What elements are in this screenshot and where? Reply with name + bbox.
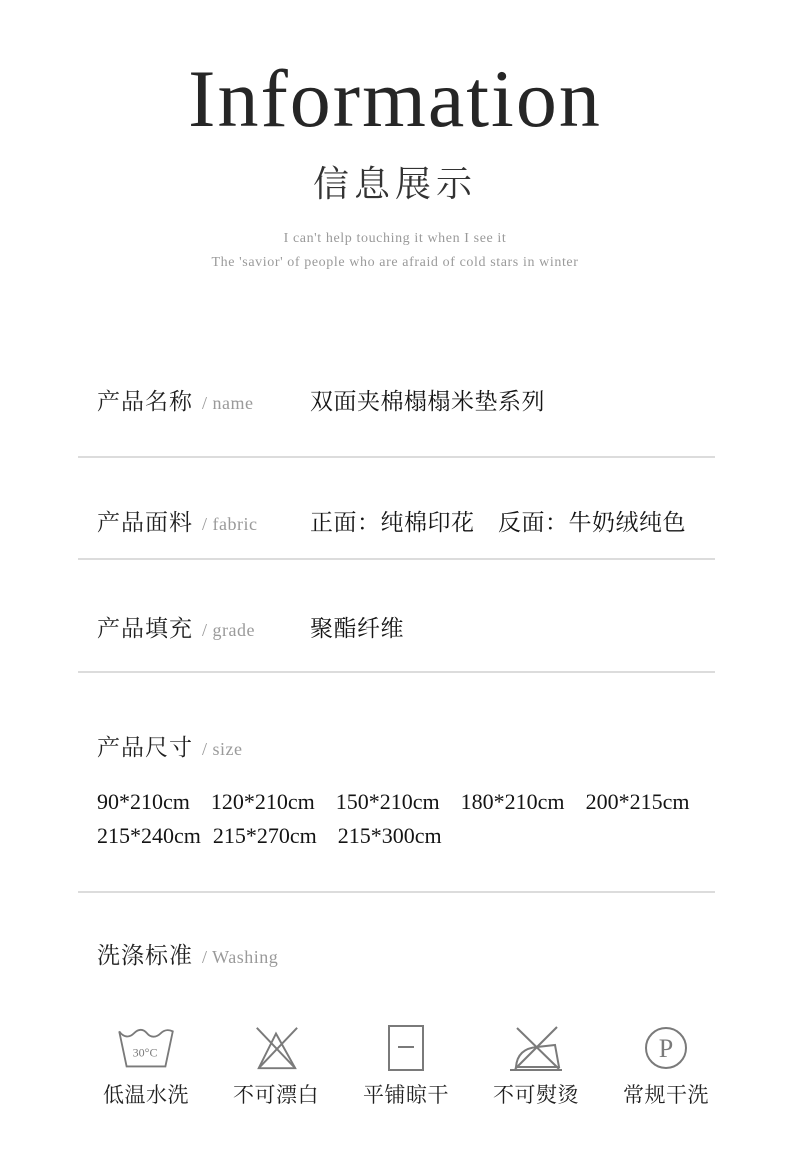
tagline-1: I can't help touching it when I see it <box>283 231 507 247</box>
product-size-label-en: / size <box>202 739 243 760</box>
header <box>0 0 790 271</box>
washing-standard-label <box>97 937 310 970</box>
care-symbol-no-iron <box>488 1024 584 1109</box>
product-fabric-label <box>97 504 310 537</box>
product-fabric-row <box>0 504 790 537</box>
product-filling-label-cn: 产品填充 <box>97 616 193 642</box>
care-symbol-label: 常规干洗 <box>623 1083 709 1108</box>
care-symbol-no-bleach <box>228 1024 324 1109</box>
product-filling-label <box>97 610 310 643</box>
size-option: 215*300cm <box>337 823 442 849</box>
product-filling-value: 聚酯纤维 <box>310 616 404 642</box>
care-symbol-label: 不可熨烫 <box>493 1083 579 1108</box>
care-symbol-low-temp-wash <box>98 1024 194 1109</box>
washing-standard-label-cn: 洗涤标准 <box>97 943 193 969</box>
product-size-label-cn: 产品尺寸 <box>97 735 193 761</box>
no-iron-icon <box>507 1024 565 1072</box>
dry-flat-icon <box>386 1024 426 1072</box>
dry-clean-p-icon <box>643 1024 689 1072</box>
size-options-line-2 <box>0 823 790 849</box>
care-symbol-label: 低温水洗 <box>103 1083 189 1108</box>
divider <box>78 891 715 893</box>
wash-30c-icon <box>116 1024 176 1072</box>
divider <box>78 456 715 458</box>
size-option: 215*270cm <box>212 823 317 849</box>
divider <box>78 671 715 673</box>
care-symbols-row <box>98 1024 714 1109</box>
size-option: 200*215cm <box>585 789 690 815</box>
size-option: 215*240cm <box>97 823 201 849</box>
svg-text:P: P <box>658 1034 674 1064</box>
svg-text:30°C: 30°C <box>132 1045 158 1060</box>
washing-standard-label-en: / Washing <box>202 947 279 968</box>
product-name-label-en: / name <box>202 393 254 414</box>
product-name-row <box>0 383 790 416</box>
no-bleach-icon <box>251 1024 301 1072</box>
product-fabric-label-en: / fabric <box>202 514 258 535</box>
product-name-label-cn: 产品名称 <box>97 389 193 415</box>
size-option: 90*210cm <box>97 789 190 815</box>
divider <box>78 558 715 560</box>
washing-standard-row <box>0 937 790 970</box>
tagline-2: The 'savior' of people who are afraid of cold stars in winter <box>211 255 579 271</box>
size-option: 120*210cm <box>210 789 315 815</box>
size-option: 150*210cm <box>335 789 440 815</box>
product-name-label <box>97 383 310 416</box>
product-size-label <box>97 729 310 762</box>
page-title: Information <box>188 53 602 144</box>
product-fabric-value: 正面：纯棉印花 反面：牛奶绒纯色 <box>310 510 686 536</box>
product-size-row <box>0 729 790 762</box>
care-symbol-dry-clean <box>618 1024 714 1109</box>
care-symbol-dry-flat <box>358 1024 454 1109</box>
size-option: 180*210cm <box>460 789 565 815</box>
care-symbol-label: 平铺晾干 <box>363 1083 449 1108</box>
product-filling-label-en: / grade <box>202 620 255 641</box>
care-symbol-label: 不可漂白 <box>233 1083 319 1108</box>
page-subtitle-cn: 信息展示 <box>312 164 477 205</box>
product-filling-row <box>0 610 790 643</box>
size-options-line-1 <box>0 789 790 815</box>
product-name-value: 双面夹棉榻榻米垫系列 <box>310 389 545 415</box>
product-fabric-label-cn: 产品面料 <box>97 510 193 536</box>
